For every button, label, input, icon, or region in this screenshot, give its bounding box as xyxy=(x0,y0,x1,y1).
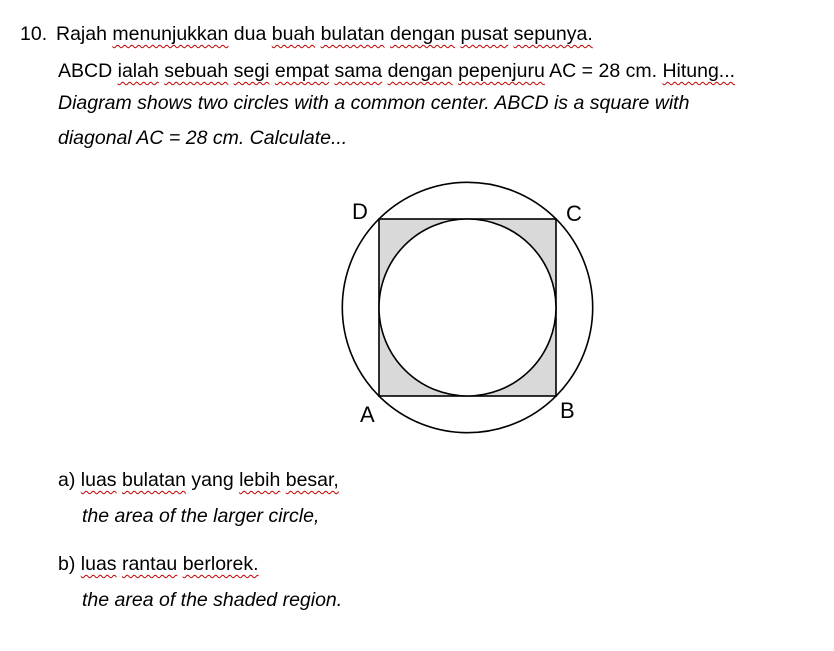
word: pusat xyxy=(460,23,509,45)
word: lebih xyxy=(239,469,281,491)
vertex-label-d: D xyxy=(352,199,368,224)
word: Hitung... xyxy=(662,60,736,82)
word: ABCD xyxy=(58,60,113,82)
word: rantau xyxy=(121,553,178,575)
question-english-line-2: diagonal AC = 28 cm. Calculate... xyxy=(58,127,348,149)
word: sama xyxy=(334,60,383,82)
inner-circle xyxy=(379,219,556,396)
question-malay-line-2 xyxy=(58,59,735,83)
word: dengan xyxy=(389,23,456,45)
part-b-english: the area of the shaded region. xyxy=(82,589,343,611)
word: sepunya. xyxy=(513,23,593,45)
word: dua xyxy=(233,23,267,45)
part-a-malay xyxy=(58,468,339,492)
diagonal-measure: AC = 28 cm. xyxy=(549,60,658,82)
concentric-circles-diagram xyxy=(330,175,610,440)
word: sebuah xyxy=(164,60,229,82)
part-a-english: the area of the larger circle, xyxy=(82,505,320,527)
vertex-label-a: A xyxy=(360,402,375,427)
word: berlorek. xyxy=(182,553,259,575)
vertex-label-b: B xyxy=(560,398,575,423)
word: menunjukkan xyxy=(112,23,229,45)
part-b-malay xyxy=(58,552,259,576)
word: Rajah xyxy=(56,23,107,45)
word: yang xyxy=(191,469,234,491)
question-english-line-1: Diagram shows two circles with a common center. ABCD is a square with xyxy=(58,92,690,114)
word: besar, xyxy=(285,469,339,491)
word: empat xyxy=(274,60,330,82)
question-number: 10. xyxy=(20,23,48,45)
word: bulatan xyxy=(121,469,186,491)
word: pepenjuru xyxy=(458,60,545,82)
word: bulatan xyxy=(320,23,385,45)
question-malay-line-1 xyxy=(56,22,593,46)
part-b-label: b) xyxy=(58,553,76,575)
word: ialah xyxy=(117,60,159,82)
word: buah xyxy=(271,23,316,45)
part-a-label: a) xyxy=(58,469,76,491)
word: luas xyxy=(80,469,117,491)
word: luas xyxy=(80,553,117,575)
vertex-label-c: C xyxy=(566,201,582,226)
word: segi xyxy=(233,60,270,82)
word: dengan xyxy=(387,60,453,82)
